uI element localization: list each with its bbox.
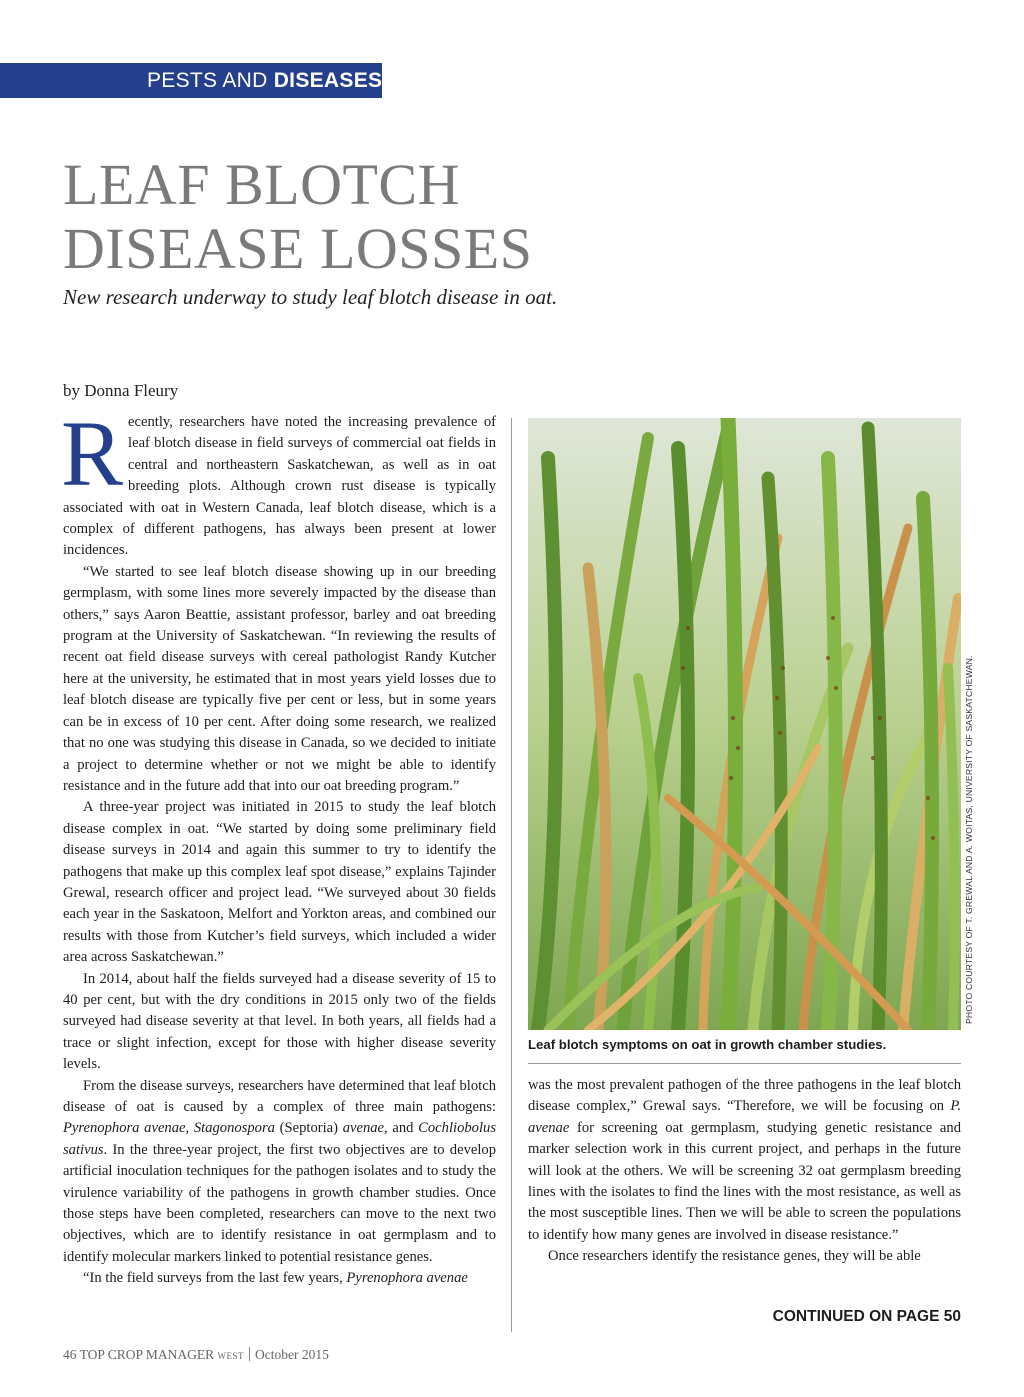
paragraph-4: In 2014, about half the fields surveyed had a disease severity of 15 to 40 per cent, but with the dry conditions in 2015 only two of the fields surveyed had disease severity at that level. In both years, all fields had a trace or slight infection, except for those with higher disease severity levels. [63,970,496,1073]
paragraph-7 [528,1075,961,1246]
paragraph-8: Once researchers identify the resistance genes, they will be able [548,1248,921,1265]
column-divider [511,418,512,1332]
body-column-left [61,403,496,1290]
paragraph-1-text: ecently, researchers have noted the increasing prevalence of leaf blotch disease in field surveys of commercial oat fields in central and northeastern Saskatchewan, as well as in oat breeding plots. Although crown rust disease is typically associated with oat in Western Canada, leaf blotch disease, which is a complex of different pathogens, has always been present at lower incidences. [63,414,496,559]
text-run: for screening oat germplasm, studying genetic resistance and marker selection work in this current project, and perhaps in the future will look at the others. We will be screening 32 oat germplasm breeding lines with the isolates to find the lines with the most resistance, as well as the most susceptible lines. Then we will be able to screen the populations to identify how many genes are involved in disease resistance.” [528,1119,961,1243]
page-footer [63,1347,329,1363]
article-title [63,153,532,281]
paragraph-3: A three-year project was initiated in 2015 to study the leaf blotch disease complex in oat. “We started by doing some preliminary field disease surveys in 2014 and again this summer to try to identify the pathogens that make up this complex leaf spot disease,” explains Tajinder Grewal, research officer and project lead. “We surveyed about 30 fields each year in the Saskatoon, Melfort and Yorkton areas, and combined our results with those from Kutcher’s field surveys, which included a wider area across Saskatchewan.” [63,799,496,966]
section-label [0,63,382,98]
article-title-line-2: DISEASE LOSSES [63,216,533,281]
paragraph-2: “We started to see leaf blotch disease showing up in our breeding germplasm, with some lines more severely impacted by the disease than others,” says Aaron Beattie, assistant professor, barley and oat breeding program at the University of Saskatchewan. “In reviewing the results of recent oat field disease surveys with cereal pathologist Randy Kutcher here at the university, he estimated that in most years yield losses due to leaf blotch disease are typically five per cent or less, but in some years can be in excess of 10 per cent. After doing some research, we realized that no one was studying this disease in Canada, so we decided to initiate a project to determine whether or not we might be able to identify resistance and in the future add that into our oat breeding program.” [63,563,496,794]
species-name: Pyrenophora avenae [63,1120,186,1137]
drop-cap: R [61,403,124,506]
photo-credit: PHOTO COURTESY OF T. GREWAL AND A. WOITAS, UNIVERSITY OF SASKATCHEWAN. [964,655,974,1024]
footer-divider [249,1347,250,1361]
text-run: , and [384,1120,419,1137]
text-run: From the disease surveys, researchers have determined that leaf blotch disease of oat is caused by a complex of three main pathogens: [63,1077,496,1115]
species-name: Pyrenophora avenae [346,1270,468,1287]
page-number: 46 [63,1347,77,1362]
species-name: Cochliobolus sativus [63,1120,496,1158]
species-name: P. avenae [528,1098,961,1136]
magazine-name: TOP CROP MANAGER [79,1347,215,1362]
paragraph-5 [63,1076,496,1269]
photo-caption: Leaf blotch symptoms on oat in growth chamber studies. [528,1037,887,1052]
text-run: , [185,1120,194,1137]
caption-divider [528,1063,961,1064]
species-name: avenae [342,1120,385,1137]
text-run: was the most prevalent pathogen of the three pathogens in the leaf blotch disease complex,” Grewal says. “Therefore, we will be focusing on [528,1077,961,1115]
article-subtitle: New research underway to study leaf blotch disease in oat. [63,285,558,309]
body-column-right [528,1075,961,1268]
text-run: . In the three-year project, the first two objectives are to develop artificial inoculation techniques for the pathogen isolates and to study the virulence variability of the pathogens in growth chamber studies. Once those steps have been completed, researchers can move to the next two objectives, which are to identify resistance in oat germplasm and to identify molecular markers linked to potential resistance genes. [63,1141,496,1265]
text-run: (Septoria) [274,1120,343,1137]
text-run: “In the field surveys from the last few years, [83,1270,347,1287]
paragraph-6 [63,1268,496,1289]
issue-date: October 2015 [255,1347,329,1362]
article-title-line-1: LEAF BLOTCH [63,152,460,217]
oat-leaf-photo [528,418,961,1030]
section-label-prefix: PESTS AND [147,69,268,92]
magazine-edition: WEST [217,1351,245,1361]
paragraph-1 [61,403,496,562]
section-label-bold: DISEASES [273,69,383,92]
oat-leaf-illustration [528,418,961,1030]
byline: by Donna Fleury [63,381,179,400]
species-name: Stagonospora [193,1120,275,1137]
continued-link[interactable]: CONTINUED ON PAGE 50 [772,1308,961,1325]
